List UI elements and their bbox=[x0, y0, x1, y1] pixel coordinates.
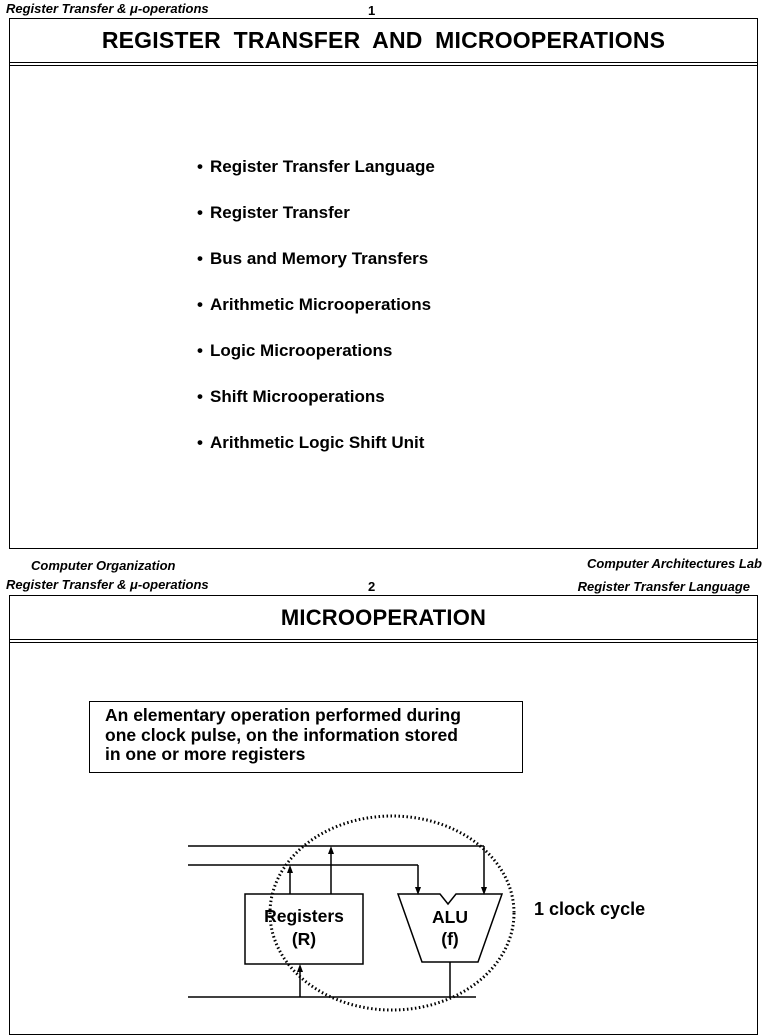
page1-page-number: 1 bbox=[368, 3, 376, 18]
topic-label: Register Transfer bbox=[210, 203, 350, 222]
topic-label: Logic Microoperations bbox=[210, 341, 393, 360]
definition-line: in one or more registers bbox=[105, 744, 306, 764]
topic-label: Arithmetic Logic Shift Unit bbox=[210, 433, 425, 452]
clock-cycle-label: 1 clock cycle bbox=[534, 899, 646, 919]
bullet-icon: • bbox=[197, 433, 203, 452]
bullet-icon: • bbox=[197, 249, 203, 268]
bullet-icon: • bbox=[197, 387, 203, 406]
topic-label: Bus and Memory Transfers bbox=[210, 249, 429, 268]
definition-line: An elementary operation performed during bbox=[105, 705, 461, 725]
alu-sub-label: (f) bbox=[441, 929, 459, 949]
page1-slide-title: REGISTER TRANSFER AND MICROOPERATIONS bbox=[101, 27, 666, 53]
page1-footer-right: Computer Architectures Lab bbox=[586, 556, 762, 571]
topic-label: Arithmetic Microoperations bbox=[210, 295, 432, 314]
alu-label: ALU bbox=[432, 907, 468, 927]
page2-page-number: 2 bbox=[368, 579, 376, 594]
bullet-icon: • bbox=[197, 203, 203, 222]
alu-shape bbox=[398, 894, 502, 962]
bullet-icon: • bbox=[197, 341, 203, 360]
page1-footer-left: Computer Organization bbox=[31, 558, 176, 573]
bullet-icon: • bbox=[197, 157, 203, 176]
bullet-icon: • bbox=[197, 295, 203, 314]
definition-line: one clock pulse, on the information stored bbox=[105, 724, 458, 745]
page2-header-right: Register Transfer Language bbox=[577, 579, 750, 594]
page1-header-left: Register Transfer & μ-operations bbox=[6, 1, 209, 16]
registers-sub-label: (R) bbox=[291, 929, 317, 949]
page2-slide-title: MICROOPERATION bbox=[280, 604, 487, 630]
registers-label: Registers bbox=[264, 906, 344, 926]
topic-label: Shift Microoperations bbox=[210, 387, 385, 406]
topic-label: Register Transfer Language bbox=[210, 157, 435, 176]
page2-header-left: Register Transfer & μ-operations bbox=[6, 577, 209, 592]
